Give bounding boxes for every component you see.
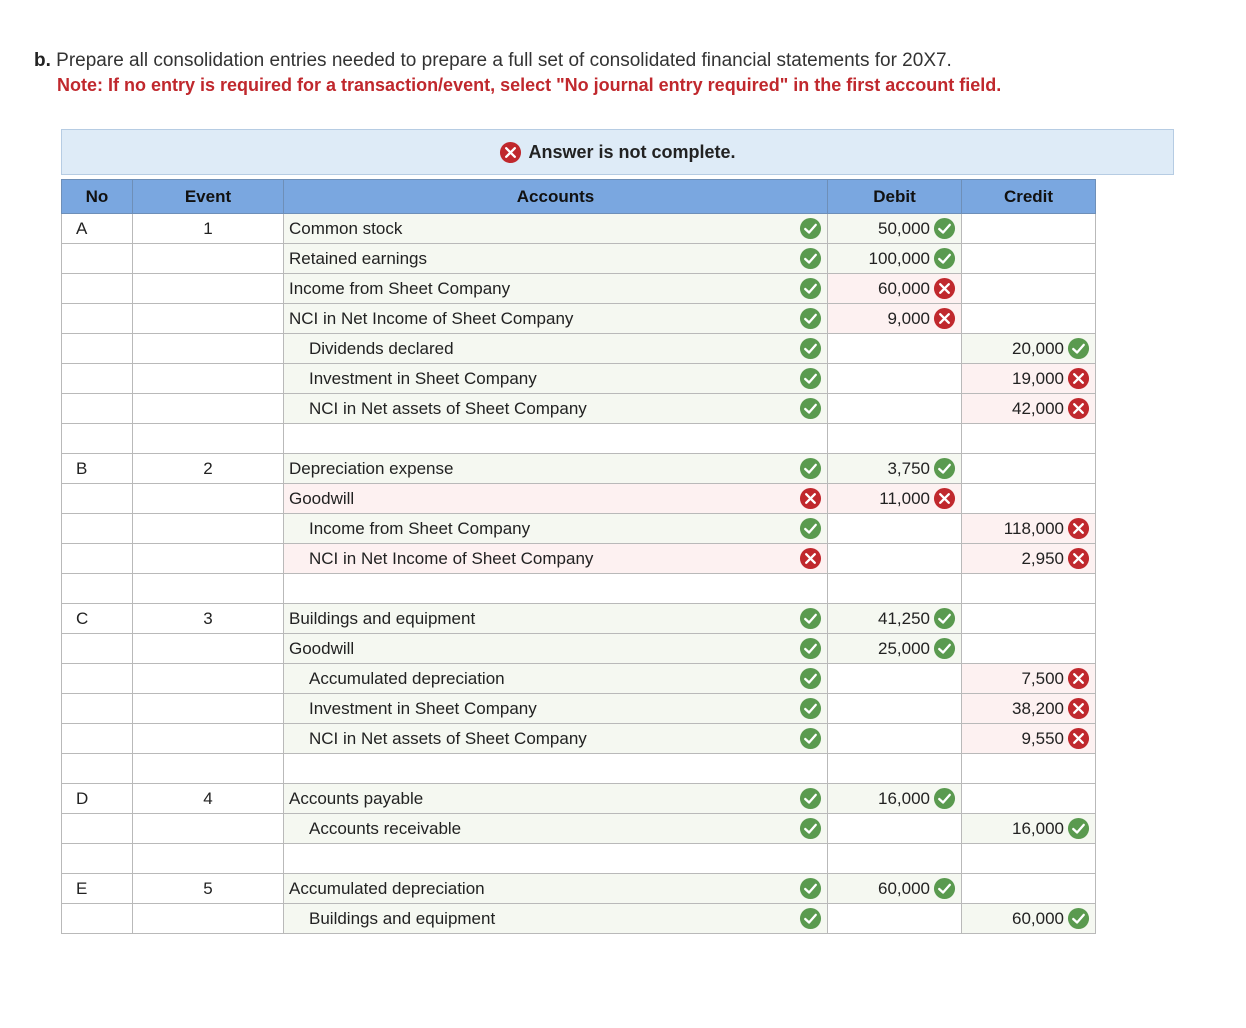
event-cell: [133, 304, 284, 334]
table-row: [62, 514, 1096, 544]
account-field[interactable]: [284, 664, 828, 694]
account-status-mark: [799, 217, 822, 240]
table-row: [62, 574, 1096, 604]
credit-field[interactable]: [962, 364, 1096, 394]
credit-field[interactable]: [962, 334, 1096, 364]
debit-field[interactable]: [828, 544, 962, 574]
check-circle-icon: [799, 817, 822, 840]
account-name: Investment in Sheet Company: [309, 698, 537, 718]
credit-value: 118,000: [1003, 518, 1064, 538]
credit-value: 19,000: [1012, 368, 1064, 388]
account-name: Dividends declared: [309, 338, 454, 358]
credit-field[interactable]: [962, 484, 1096, 514]
table-row: [62, 304, 1096, 334]
account-field[interactable]: [284, 544, 828, 574]
col-header-event: Event: [133, 180, 284, 214]
debit-field[interactable]: [828, 694, 962, 724]
debit-field[interactable]: [828, 304, 962, 334]
account-field[interactable]: [284, 634, 828, 664]
account-field[interactable]: [284, 694, 828, 724]
account-status-mark: [799, 547, 822, 570]
x-circle-icon: [1067, 667, 1090, 690]
table-row: [62, 214, 1096, 244]
account-field[interactable]: [284, 874, 828, 904]
answer-status-text: Answer is not complete.: [528, 141, 736, 162]
account-name: Goodwill: [289, 638, 355, 658]
debit-field[interactable]: [828, 484, 962, 514]
account-status-mark: [799, 907, 822, 930]
question-text: [34, 49, 1224, 73]
account-status-mark: [799, 397, 822, 420]
check-circle-icon: [1067, 337, 1090, 360]
table-header-row: [62, 180, 1096, 214]
credit-field[interactable]: [962, 754, 1096, 784]
debit-field[interactable]: [828, 454, 962, 484]
credit-field[interactable]: [962, 904, 1096, 934]
entry-no-cell: [62, 694, 133, 724]
debit-field[interactable]: [828, 724, 962, 754]
check-circle-icon: [799, 607, 822, 630]
account-status-mark: [799, 877, 822, 900]
event-cell: [133, 244, 284, 274]
debit-value: 16,000: [878, 788, 930, 808]
x-circle-icon: [1067, 697, 1090, 720]
check-circle-icon: [799, 397, 822, 420]
check-circle-icon: [799, 247, 822, 270]
credit-value: 7,500: [1021, 668, 1064, 688]
x-circle-icon: [499, 141, 522, 164]
account-field[interactable]: [284, 814, 828, 844]
x-circle-icon: [1067, 547, 1090, 570]
credit-field[interactable]: [962, 694, 1096, 724]
debit-field[interactable]: [828, 514, 962, 544]
account-name: Accumulated depreciation: [289, 878, 485, 898]
check-circle-icon: [799, 517, 822, 540]
check-circle-icon: [1067, 907, 1090, 930]
account-status-mark: [799, 787, 822, 810]
event-cell: 2: [133, 454, 284, 484]
table-row: [62, 244, 1096, 274]
event-cell: [133, 724, 284, 754]
table-row: [62, 814, 1096, 844]
account-name: NCI in Net assets of Sheet Company: [309, 728, 587, 748]
credit-field[interactable]: [962, 724, 1096, 754]
table-row: [62, 844, 1096, 874]
entry-no-cell: D: [62, 784, 133, 814]
table-row: [62, 544, 1096, 574]
debit-field[interactable]: [828, 874, 962, 904]
event-cell: [133, 904, 284, 934]
entry-no-cell: [62, 634, 133, 664]
x-circle-icon: [1067, 517, 1090, 540]
entry-no-cell: [62, 754, 133, 784]
account-field[interactable]: [284, 274, 828, 304]
credit-field[interactable]: [962, 604, 1096, 634]
entry-no-cell: E: [62, 874, 133, 904]
check-circle-icon: [799, 457, 822, 480]
credit-value: 42,000: [1012, 398, 1064, 418]
account-status-mark: [799, 817, 822, 840]
account-name: Income from Sheet Company: [289, 278, 511, 298]
debit-field[interactable]: [828, 334, 962, 364]
credit-field[interactable]: [962, 454, 1096, 484]
debit-field[interactable]: [828, 754, 962, 784]
credit-value: 16,000: [1012, 818, 1064, 838]
account-name: Accumulated depreciation: [309, 668, 505, 688]
account-name: NCI in Net Income of Sheet Company: [289, 308, 574, 328]
entry-no-cell: [62, 904, 133, 934]
credit-field[interactable]: [962, 394, 1096, 424]
table-row: [62, 784, 1096, 814]
event-cell: [133, 364, 284, 394]
account-name: NCI in Net assets of Sheet Company: [309, 398, 587, 418]
debit-field[interactable]: [828, 424, 962, 454]
entry-no-cell: C: [62, 604, 133, 634]
entry-no-cell: [62, 364, 133, 394]
entry-no-cell: [62, 514, 133, 544]
debit-value: 3,750: [887, 458, 930, 478]
credit-value: 2,950: [1021, 548, 1064, 568]
account-status-mark: [799, 277, 822, 300]
table-row: [62, 484, 1096, 514]
entry-no-cell: [62, 484, 133, 514]
credit-value: 9,550: [1021, 728, 1064, 748]
table-row: [62, 424, 1096, 454]
x-circle-icon: [933, 277, 956, 300]
table-row: [62, 274, 1096, 304]
entry-no-cell: [62, 424, 133, 454]
account-field[interactable]: [284, 514, 828, 544]
account-field[interactable]: [284, 784, 828, 814]
account-field[interactable]: [284, 454, 828, 484]
debit-value: 60,000: [878, 278, 930, 298]
account-field[interactable]: [284, 334, 828, 364]
x-circle-icon: [1067, 367, 1090, 390]
account-status-mark: [799, 307, 822, 330]
entry-no-cell: [62, 304, 133, 334]
account-status-mark: [799, 637, 822, 660]
credit-value: 20,000: [1012, 338, 1064, 358]
entry-no-cell: [62, 664, 133, 694]
debit-field[interactable]: [828, 784, 962, 814]
credit-field[interactable]: [962, 274, 1096, 304]
entry-no-cell: A: [62, 214, 133, 244]
account-name: Goodwill: [289, 488, 355, 508]
table-row: [62, 604, 1096, 634]
event-cell: 4: [133, 784, 284, 814]
account-status-mark: [799, 337, 822, 360]
account-field[interactable]: [284, 244, 828, 274]
credit-field[interactable]: [962, 544, 1096, 574]
debit-field[interactable]: [828, 604, 962, 634]
credit-field[interactable]: [962, 214, 1096, 244]
debit-value: 11,000: [879, 488, 930, 508]
event-cell: 3: [133, 604, 284, 634]
x-circle-icon: [799, 547, 822, 570]
check-circle-icon: [799, 307, 822, 330]
entry-no-cell: [62, 394, 133, 424]
debit-value: 41,250: [878, 608, 930, 628]
check-circle-icon: [799, 667, 822, 690]
debit-value: 60,000: [878, 878, 930, 898]
table-row: [62, 634, 1096, 664]
table-row: [62, 664, 1096, 694]
table-row: [62, 874, 1096, 904]
event-cell: [133, 814, 284, 844]
account-status-mark: [799, 367, 822, 390]
question-body: Prepare all consolidation entries needed to prepare a full set of consolidated financial statements for 20X7.: [56, 50, 952, 71]
debit-field[interactable]: [828, 814, 962, 844]
check-circle-icon: [933, 637, 956, 660]
event-cell: [133, 664, 284, 694]
entry-no-cell: [62, 334, 133, 364]
account-status-mark: [799, 487, 822, 510]
debit-value: 50,000: [878, 218, 930, 238]
check-circle-icon: [933, 457, 956, 480]
event-cell: [133, 574, 284, 604]
account-name: Accounts payable: [289, 788, 424, 808]
check-circle-icon: [799, 367, 822, 390]
event-cell: [133, 544, 284, 574]
credit-field[interactable]: [962, 304, 1096, 334]
account-status-mark: [799, 607, 822, 630]
col-header-no: No: [62, 180, 133, 214]
debit-field[interactable]: [828, 634, 962, 664]
check-circle-icon: [799, 727, 822, 750]
col-header-accounts: Accounts: [284, 180, 828, 214]
account-status-mark: [799, 727, 822, 750]
entry-no-cell: [62, 844, 133, 874]
account-field[interactable]: [284, 424, 828, 454]
account-field[interactable]: [284, 904, 828, 934]
credit-field[interactable]: [962, 424, 1096, 454]
answer-status-banner: [61, 129, 1174, 175]
check-circle-icon: [799, 637, 822, 660]
check-circle-icon: [933, 247, 956, 270]
event-cell: [133, 274, 284, 304]
entry-no-cell: [62, 574, 133, 604]
event-cell: [133, 634, 284, 664]
event-cell: [133, 334, 284, 364]
check-circle-icon: [799, 217, 822, 240]
question-note: Note: If no entry is required for a transaction/event, select "No journal entry required" in the first account field.: [57, 75, 1002, 95]
debit-value: 25,000: [878, 638, 930, 658]
debit-field[interactable]: [828, 664, 962, 694]
check-circle-icon: [1067, 817, 1090, 840]
credit-field[interactable]: [962, 244, 1096, 274]
debit-field[interactable]: [828, 274, 962, 304]
credit-field[interactable]: [962, 874, 1096, 904]
check-circle-icon: [933, 787, 956, 810]
debit-value: 9,000: [887, 308, 930, 328]
credit-field[interactable]: [962, 514, 1096, 544]
account-name: Investment in Sheet Company: [309, 368, 537, 388]
col-header-credit: Credit: [962, 180, 1096, 214]
table-row: [62, 454, 1096, 484]
account-field[interactable]: [284, 604, 828, 634]
account-field[interactable]: [284, 754, 828, 784]
x-circle-icon: [1067, 397, 1090, 420]
x-circle-icon: [1067, 727, 1090, 750]
account-field[interactable]: [284, 364, 828, 394]
consolidation-entries-table: [61, 179, 1096, 934]
check-circle-icon: [799, 697, 822, 720]
debit-field[interactable]: [828, 574, 962, 604]
account-name: NCI in Net Income of Sheet Company: [309, 548, 594, 568]
credit-value: 60,000: [1012, 908, 1064, 928]
x-circle-icon: [933, 307, 956, 330]
table-row: [62, 394, 1096, 424]
debit-field[interactable]: [828, 394, 962, 424]
event-cell: [133, 694, 284, 724]
account-name: Accounts receivable: [309, 818, 462, 838]
account-name: Buildings and equipment: [289, 608, 476, 628]
event-cell: [133, 514, 284, 544]
check-circle-icon: [799, 787, 822, 810]
entry-no-cell: B: [62, 454, 133, 484]
check-circle-icon: [933, 607, 956, 630]
table-row: [62, 724, 1096, 754]
credit-field[interactable]: [962, 814, 1096, 844]
account-status-mark: [799, 457, 822, 480]
account-field[interactable]: [284, 304, 828, 334]
check-circle-icon: [933, 217, 956, 240]
account-name: Depreciation expense: [289, 458, 454, 478]
account-field[interactable]: [284, 844, 828, 874]
credit-field[interactable]: [962, 634, 1096, 664]
account-name: Retained earnings: [289, 248, 427, 268]
event-cell: [133, 844, 284, 874]
account-status-mark: [799, 517, 822, 540]
event-cell: 1: [133, 214, 284, 244]
credit-value: 38,200: [1012, 698, 1064, 718]
credit-field[interactable]: [962, 574, 1096, 604]
table-row: [62, 364, 1096, 394]
event-cell: [133, 484, 284, 514]
table-row: [62, 904, 1096, 934]
entry-no-cell: [62, 244, 133, 274]
account-name: Buildings and equipment: [309, 908, 496, 928]
check-circle-icon: [799, 907, 822, 930]
entry-no-cell: [62, 274, 133, 304]
debit-field[interactable]: [828, 214, 962, 244]
account-name: Common stock: [289, 218, 403, 238]
account-name: Income from Sheet Company: [309, 518, 531, 538]
event-cell: [133, 424, 284, 454]
event-cell: [133, 394, 284, 424]
x-circle-icon: [799, 487, 822, 510]
check-circle-icon: [799, 277, 822, 300]
check-circle-icon: [799, 877, 822, 900]
credit-field[interactable]: [962, 844, 1096, 874]
table-body: [62, 214, 1096, 934]
part-label: b.: [34, 50, 51, 71]
account-field[interactable]: [284, 394, 828, 424]
account-field[interactable]: [284, 724, 828, 754]
credit-field[interactable]: [962, 664, 1096, 694]
account-field[interactable]: [284, 574, 828, 604]
entry-no-cell: [62, 814, 133, 844]
col-header-debit: Debit: [828, 180, 962, 214]
debit-field[interactable]: [828, 904, 962, 934]
account-field[interactable]: [284, 214, 828, 244]
event-cell: [133, 754, 284, 784]
debit-field[interactable]: [828, 244, 962, 274]
account-status-mark: [799, 247, 822, 270]
event-cell: 5: [133, 874, 284, 904]
debit-field[interactable]: [828, 364, 962, 394]
account-status-mark: [799, 697, 822, 720]
x-circle-icon: [933, 487, 956, 510]
debit-field[interactable]: [828, 844, 962, 874]
entry-no-cell: [62, 544, 133, 574]
check-circle-icon: [933, 877, 956, 900]
table-row: [62, 334, 1096, 364]
check-circle-icon: [799, 337, 822, 360]
account-status-mark: [799, 667, 822, 690]
table-row: [62, 694, 1096, 724]
debit-value: 100,000: [868, 248, 930, 268]
account-field[interactable]: [284, 484, 828, 514]
credit-field[interactable]: [962, 784, 1096, 814]
entry-no-cell: [62, 724, 133, 754]
question-prompt: [34, 49, 1224, 97]
table-row: [62, 754, 1096, 784]
